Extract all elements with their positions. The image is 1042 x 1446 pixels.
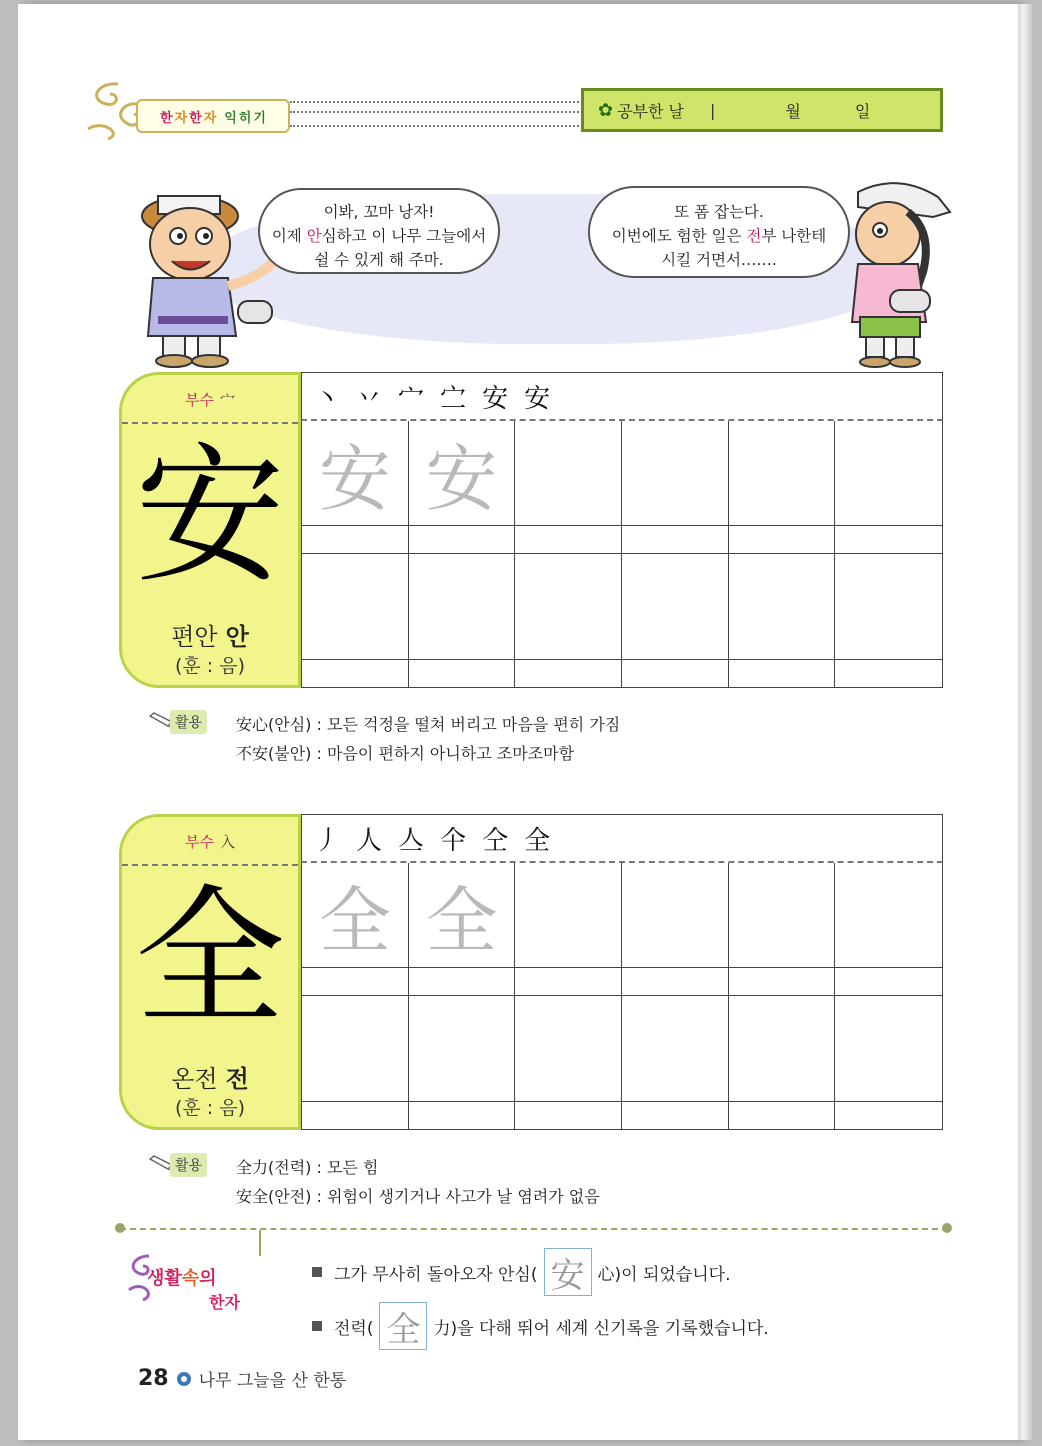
hun-eum-label: (훈 : 음) — [174, 1097, 245, 1119]
usage-reading: (안심) — [268, 715, 312, 734]
practice-section-jeon — [119, 814, 947, 1134]
writing-cell[interactable] — [729, 996, 836, 1102]
writing-cell-small[interactable] — [622, 526, 729, 554]
writing-cell[interactable] — [515, 996, 622, 1102]
bullet-square — [312, 1321, 322, 1331]
usage-badge: 활용 — [170, 1153, 207, 1177]
answer-box[interactable]: 安 — [544, 1248, 592, 1296]
stroke-step: 㝉 — [440, 383, 467, 414]
stroke-step: 全 — [524, 825, 551, 856]
bubble-line: 쉴 수 있게 해 주마. — [314, 251, 444, 269]
writing-cell[interactable] — [409, 554, 516, 660]
writing-cell-small[interactable] — [302, 660, 409, 688]
writing-cell[interactable] — [302, 996, 409, 1102]
meaning-text: 온전 — [171, 1065, 218, 1093]
sound-text: 안 — [225, 623, 249, 651]
usage-meaning: 모든 걱정을 떨쳐 버리고 마음을 편히 가짐 — [326, 715, 621, 734]
writing-cell[interactable] — [729, 554, 836, 660]
meaning-sound — [122, 617, 298, 652]
writing-cell-small[interactable] — [409, 1102, 516, 1130]
usage-word: 全力 — [236, 1158, 269, 1177]
life-hanja-title — [121, 1250, 261, 1320]
radical-text: 부수 — [185, 391, 214, 409]
writing-cell[interactable] — [515, 421, 622, 526]
study-date-box — [581, 88, 943, 132]
stroke-order-row — [301, 372, 943, 421]
sentence-text: 力)을 다해 뛰어 세계 신기록을 기록했습니다. — [433, 1318, 769, 1339]
writing-cell[interactable] — [409, 996, 516, 1102]
example-sentence — [312, 1248, 730, 1296]
sentence-text: 전력( — [334, 1318, 374, 1339]
stroke-step: 亼 — [398, 825, 425, 856]
page-number: 28 — [138, 1366, 169, 1391]
divider: | — [710, 100, 716, 120]
writing-cell[interactable] — [729, 421, 836, 526]
stroke-step: 人 — [356, 825, 383, 856]
bubble-line: 또 폼 잡는다. — [674, 203, 764, 221]
study-date-label: 공부한 날 — [617, 101, 685, 121]
writing-cell[interactable] — [835, 421, 942, 526]
meaning-sound — [122, 1059, 298, 1094]
life-title-sub: 한자 — [209, 1293, 240, 1312]
divider-dot — [115, 1223, 125, 1233]
trace-cell[interactable]: 安 — [409, 421, 516, 526]
writing-cell[interactable] — [515, 863, 622, 968]
writing-cell-small[interactable] — [515, 526, 622, 554]
writing-cell-small[interactable] — [515, 660, 622, 688]
usage-meaning: 마음이 편하지 아니하고 조마조마함 — [326, 744, 575, 763]
example-sentence — [312, 1302, 769, 1350]
radical-label — [122, 831, 298, 852]
writing-cell[interactable] — [622, 554, 729, 660]
writing-cell[interactable] — [302, 554, 409, 660]
usage-sep: : — [311, 715, 327, 734]
stroke-step: 仐 — [440, 825, 467, 856]
bubble-line — [260, 224, 498, 248]
usage-block-an — [148, 710, 848, 770]
writing-cell-small[interactable] — [835, 526, 942, 554]
usage-word: 安心 — [236, 715, 269, 734]
banner-char: 기 — [253, 110, 266, 126]
stroke-step: 丿 — [314, 825, 341, 856]
boy-character-illustration — [128, 166, 278, 371]
bubble-text: 부 나한테 — [761, 227, 827, 245]
usage-meaning: 위험이 생기거나 사고가 날 염려가 없음 — [326, 1187, 600, 1206]
life-title-text: 의 — [199, 1268, 217, 1289]
bubble-line: 시킬 거면서……. — [661, 251, 777, 269]
radical-char: 入 — [219, 833, 235, 851]
page-footer — [138, 1366, 346, 1391]
usage-lines — [236, 1153, 600, 1211]
writing-cell-small[interactable] — [835, 1102, 942, 1130]
stroke-step: 安 — [524, 383, 551, 414]
hun-eum-label: (훈 : 음) — [174, 655, 245, 677]
banner-char: 익 — [224, 110, 237, 126]
header-dotted-line — [290, 101, 595, 127]
practice-section-an — [119, 372, 947, 692]
writing-cell-small[interactable] — [409, 968, 516, 996]
life-title-accent: 속 — [181, 1268, 200, 1289]
bubble-text: 이번에도 험한 일은 — [611, 227, 747, 245]
highlight-char: 안 — [306, 227, 322, 245]
trace-cell[interactable]: 安 — [302, 421, 409, 526]
writing-cell-small[interactable] — [409, 526, 516, 554]
writing-cell[interactable] — [835, 554, 942, 660]
section-title-banner — [136, 99, 290, 133]
usage-line — [236, 710, 620, 739]
usage-badge: 활용 — [170, 710, 207, 734]
dashed-divider — [122, 864, 298, 866]
usage-meaning: 모든 힘 — [326, 1158, 379, 1177]
writing-cell-small[interactable] — [515, 1102, 622, 1130]
trace-cell[interactable]: 全 — [409, 863, 516, 968]
highlight-char: 전 — [746, 227, 762, 245]
month-label: 월 — [785, 101, 801, 121]
banner-char: 한 — [160, 110, 173, 126]
bubble-text: 이제 — [271, 227, 307, 245]
clover-icon: ✿ — [598, 99, 614, 121]
writing-cell-small[interactable] — [302, 1102, 409, 1130]
stroke-step: 丷 — [356, 383, 383, 414]
speech-bubble-right — [588, 186, 850, 278]
writing-cell-small[interactable] — [729, 660, 836, 688]
bullet-square — [312, 1267, 322, 1277]
usage-reading: (전력) — [268, 1158, 312, 1177]
radical-text: 부수 — [185, 833, 214, 851]
usage-reading: (안전) — [268, 1187, 312, 1206]
divider-dot — [942, 1223, 952, 1233]
sentence-text: 그가 무사히 돌아오자 안심( — [334, 1264, 538, 1285]
writing-cell[interactable] — [835, 996, 942, 1102]
section-divider — [120, 1228, 948, 1230]
stroke-step: 仝 — [482, 825, 509, 856]
usage-sep: : — [311, 1158, 327, 1177]
banner-char: 히 — [238, 110, 252, 126]
usage-lines — [236, 710, 620, 768]
life-title-text: 생활 — [147, 1268, 182, 1289]
stroke-step: 宀 — [398, 383, 425, 414]
usage-reading: (불안) — [268, 744, 312, 763]
writing-cell[interactable] — [835, 863, 942, 968]
day-label: 일 — [854, 101, 871, 121]
usage-line — [236, 1182, 600, 1211]
usage-sep: : — [311, 1187, 327, 1206]
page-edge — [1018, 4, 1032, 1440]
usage-word: 安全 — [236, 1187, 269, 1206]
writing-cell[interactable] — [729, 863, 836, 968]
writing-cell-small[interactable] — [302, 968, 409, 996]
writing-cell-small[interactable] — [729, 1102, 836, 1130]
writing-cell-small[interactable] — [515, 968, 622, 996]
circle-bullet-icon — [177, 1372, 191, 1386]
writing-cell-small[interactable] — [835, 660, 942, 688]
writing-cell[interactable] — [622, 996, 729, 1102]
writing-grid — [301, 421, 943, 688]
workbook-page — [18, 4, 1018, 1440]
main-hanja: 安 — [134, 430, 285, 604]
writing-cell[interactable] — [622, 421, 729, 526]
usage-block-jeon — [148, 1153, 848, 1213]
sound-text: 전 — [225, 1065, 249, 1093]
dashed-divider — [122, 422, 298, 424]
main-hanja: 全 — [134, 872, 285, 1046]
bubble-line — [590, 224, 848, 248]
meaning-text: 편안 — [171, 623, 218, 651]
stroke-step: 丶 — [314, 383, 341, 414]
writing-grid — [301, 863, 943, 1130]
radical-char: 宀 — [219, 391, 235, 409]
usage-line — [236, 1153, 600, 1182]
girl-character-illustration — [838, 172, 958, 372]
writing-cell[interactable] — [515, 554, 622, 660]
writing-cell-small[interactable] — [729, 968, 836, 996]
character-panel — [119, 814, 301, 1130]
writing-cell-small[interactable] — [729, 526, 836, 554]
writing-cell-small[interactable] — [622, 968, 729, 996]
bubble-text: 심하고 이 나무 그늘에서 — [321, 227, 487, 245]
stroke-order-row — [301, 814, 943, 863]
usage-word: 不安 — [236, 744, 269, 763]
writing-cell-small[interactable] — [622, 660, 729, 688]
life-title-main — [147, 1264, 217, 1290]
radical-label — [122, 389, 298, 410]
speech-bubble-left — [258, 188, 500, 274]
writing-cell-small[interactable] — [302, 526, 409, 554]
answer-box[interactable]: 全 — [379, 1302, 427, 1350]
book-title: 나무 그늘을 산 한통 — [198, 1371, 347, 1391]
banner-char: 자 — [203, 110, 217, 126]
banner-char: 한 — [189, 110, 202, 126]
bubble-line: 이봐, 꼬마 낭자! — [323, 203, 435, 221]
sentence-text: 心)이 되었습니다. — [597, 1264, 731, 1285]
usage-line — [236, 739, 620, 768]
stroke-step: 安 — [482, 383, 509, 414]
usage-sep: : — [311, 744, 327, 763]
writing-cell-small[interactable] — [409, 660, 516, 688]
trace-cell[interactable]: 全 — [302, 863, 409, 968]
writing-cell-small[interactable] — [835, 968, 942, 996]
writing-cell-small[interactable] — [622, 1102, 729, 1130]
banner-char: 자 — [174, 110, 188, 126]
writing-cell[interactable] — [622, 863, 729, 968]
character-panel — [119, 372, 301, 688]
